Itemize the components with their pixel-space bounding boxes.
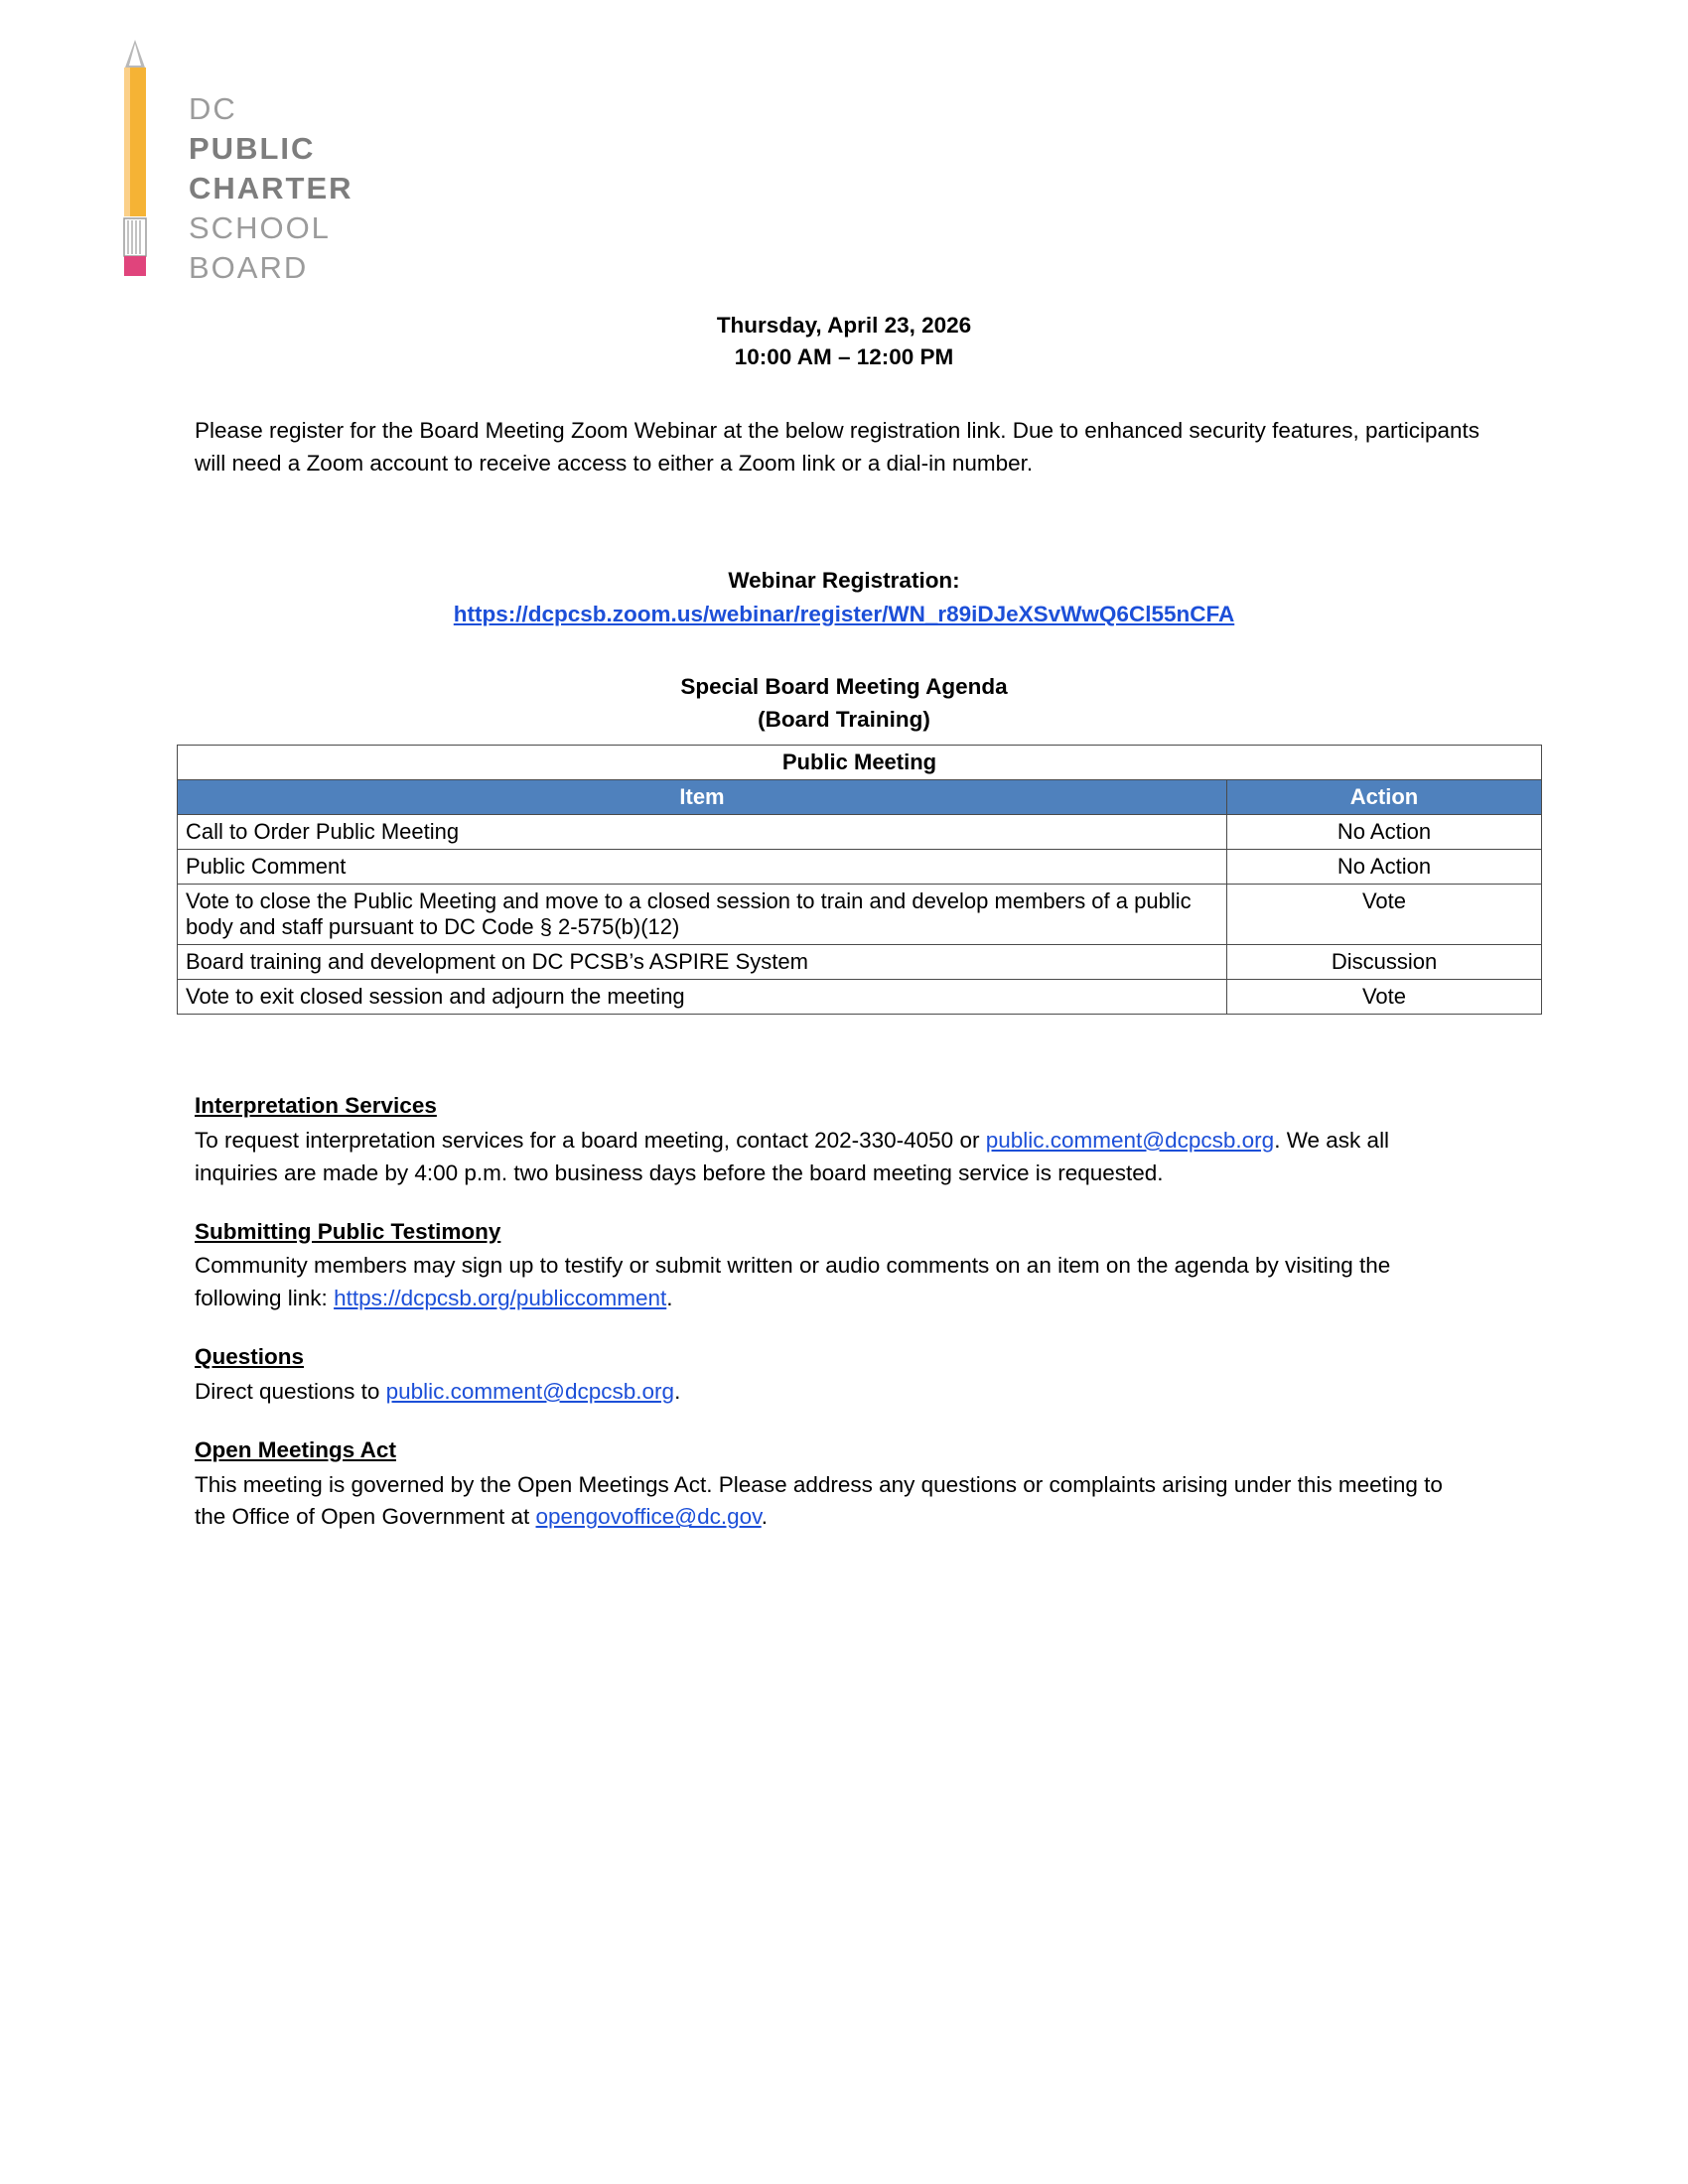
table-row [178, 885, 1542, 945]
section-text-after: . [761, 1504, 768, 1530]
section-text-before: Direct questions to [195, 1378, 386, 1404]
questions-email-link[interactable]: public.comment@dcpcsb.org [385, 1378, 675, 1404]
agenda-title-line1: Special Board Meeting Agenda [680, 674, 1008, 699]
section-text-after: . [674, 1378, 681, 1404]
logo-line-school: SCHOOL [189, 210, 331, 245]
section-text-after: . [666, 1286, 673, 1311]
section-heading: Submitting Public Testimony [195, 1218, 501, 1244]
section-open-meetings-act [195, 1434, 1476, 1535]
table-row [178, 850, 1542, 885]
table-column-header-row [178, 780, 1542, 815]
webinar-registration-label: Webinar Registration: [728, 568, 960, 593]
open-government-email-link[interactable]: opengovoffice@dc.gov [535, 1504, 762, 1530]
section-body [195, 1125, 1476, 1190]
agenda-item-text: Public Comment [178, 850, 1227, 885]
logo-wordmark [189, 93, 353, 292]
section-interpretation-services [195, 1090, 1476, 1190]
agenda-item-action: No Action [1227, 815, 1542, 850]
column-header-item: Item [178, 780, 1227, 815]
logo-line-charter: CHARTER [189, 171, 353, 205]
section-body [195, 1250, 1476, 1315]
column-header-action: Action [1227, 780, 1542, 815]
table-row [178, 945, 1542, 980]
section-text-after: . We ask all inquiries are made by 4:00 p.m. two business days before the board meeting service is requested. [195, 1127, 1390, 1185]
section-body [195, 1376, 1476, 1409]
agenda-title-line2: (Board Training) [758, 706, 930, 732]
public-meeting-label: Public Meeting [178, 746, 1542, 780]
section-submitting-public-testimony [195, 1216, 1476, 1316]
agenda-item-action: No Action [1227, 850, 1542, 885]
logo-line-dc: DC [189, 91, 237, 126]
interpretation-email-link[interactable]: public.comment@dcpcsb.org [985, 1127, 1275, 1153]
meeting-header [0, 310, 1688, 373]
table-section-header-row [178, 746, 1542, 780]
section-heading: Questions [195, 1344, 305, 1370]
agenda-title [0, 671, 1688, 736]
agenda-item-text: Vote to exit closed session and adjourn the meeting [178, 980, 1227, 1015]
webinar-registration [0, 564, 1688, 631]
agenda-table [177, 745, 1542, 1015]
pencil-icon [107, 38, 163, 296]
meeting-date: Thursday, April 23, 2026 [716, 313, 972, 338]
agenda-item-text: Vote to close the Public Meeting and move to a closed session to train and develop members of a public body and staff pursuant to DC Code § 2-575(b)(12) [178, 885, 1227, 945]
agenda-item-action: Vote [1227, 885, 1542, 945]
section-questions [195, 1341, 1476, 1409]
section-heading: Interpretation Services [195, 1093, 437, 1118]
section-text-before: To request interpretation services for a board meeting, contact 202-330-4050 or [195, 1127, 986, 1153]
webinar-registration-link[interactable]: https://dcpcsb.zoom.us/webinar/register/WN_r89iDJeXSvWwQ6Cl55nCFA [453, 601, 1235, 626]
public-comment-link[interactable]: https://dcpcsb.org/publiccomment [334, 1286, 667, 1311]
table-row [178, 815, 1542, 850]
dc-pcsb-logo [107, 38, 485, 296]
agenda-item-action: Discussion [1227, 945, 1542, 980]
agenda-item-action: Vote [1227, 980, 1542, 1015]
section-text-before: Community members may sign up to testify or submit written or audio comments on an item on the agenda by visiting the following link: [195, 1253, 1391, 1311]
table-row [178, 980, 1542, 1015]
logo-line-board: BOARD [189, 250, 309, 285]
section-body [195, 1469, 1476, 1535]
agenda-item-text: Call to Order Public Meeting [178, 815, 1227, 850]
section-heading: Open Meetings Act [195, 1436, 396, 1462]
info-sections [195, 1090, 1476, 1560]
intro-paragraph: Please register for the Board Meeting Zoom Webinar at the below registration link. Due to enhanced security features, participants will need a Zoom account to receive access to either a Zoom link or a dial-in number. [195, 418, 1480, 476]
meeting-time: 10:00 AM – 12:00 PM [734, 343, 954, 369]
agenda-item-text: Board training and development on DC PCSB’s ASPIRE System [178, 945, 1227, 980]
section-text-before: This meeting is governed by the Open Meetings Act. Please address any questions or complaints arising under this meeting to the Office of Open Government at [195, 1471, 1443, 1530]
logo-line-public: PUBLIC [189, 131, 316, 166]
